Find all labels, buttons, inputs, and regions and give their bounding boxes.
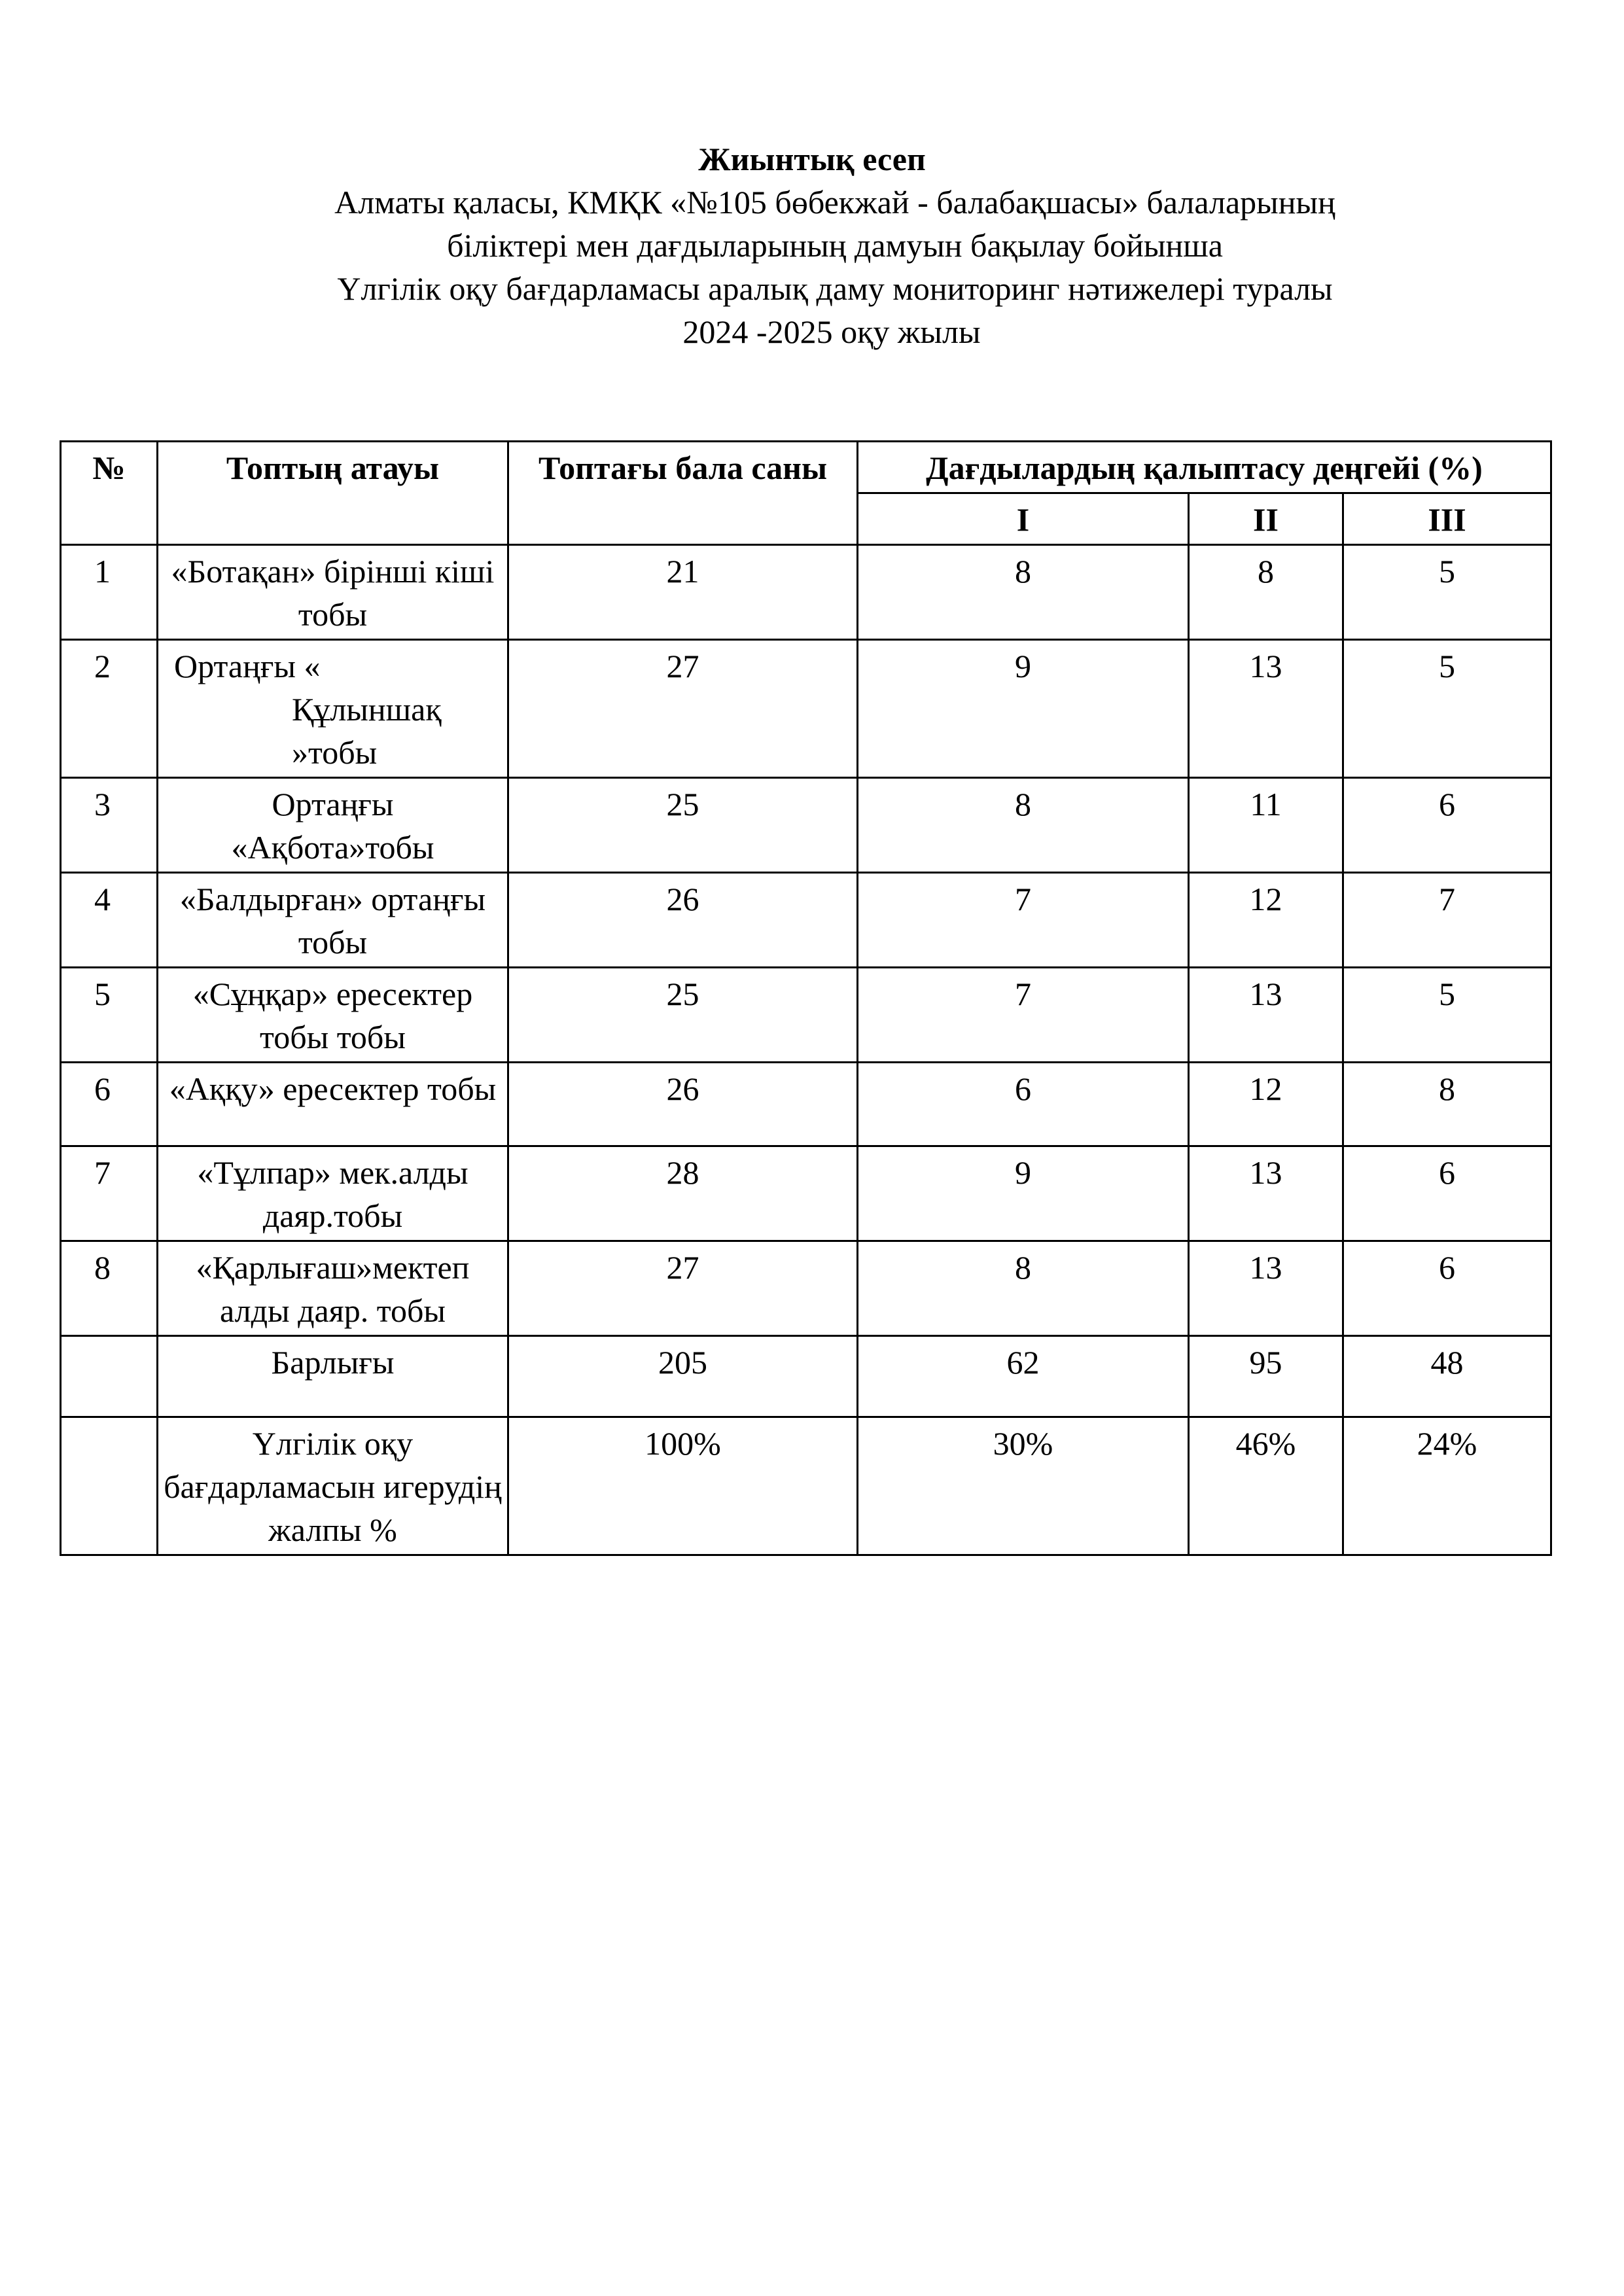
level-2-value: 8 [1189, 545, 1343, 640]
children-count: 25 [508, 778, 858, 873]
row-number: 7 [61, 1146, 158, 1241]
row-number: 4 [61, 873, 158, 968]
header-group-name: Топтың атауы [158, 442, 508, 545]
level-1-value: 9 [858, 1146, 1189, 1241]
report-title: Жиынтық есеп [698, 141, 926, 177]
table-row [61, 1146, 1551, 1241]
total-number-empty [61, 1336, 158, 1417]
percent-label: Үлгілік оқу бағдарламасын игерудің жалпы % [158, 1417, 508, 1555]
level-3-value: 6 [1343, 778, 1551, 873]
level-1-value: 7 [858, 873, 1189, 968]
level-3-value: 7 [1343, 873, 1551, 968]
table-row [61, 640, 1551, 778]
level-1-value: 9 [858, 640, 1189, 778]
group-name-part: Ортаңғы [272, 786, 394, 822]
row-number: 6 [61, 1063, 158, 1146]
table-row [61, 968, 1551, 1063]
level-1-value: 8 [858, 778, 1189, 873]
children-count: 27 [508, 640, 858, 778]
report-subtitle-line-3: Үлгілік оқу бағдарламасы аралық даму мониторинг нәтижелері туралы [337, 270, 1333, 307]
children-count: 25 [508, 968, 858, 1063]
percent-level-3: 24% [1343, 1417, 1551, 1555]
total-children-count: 205 [508, 1336, 858, 1417]
children-count: 21 [508, 545, 858, 640]
children-count: 26 [508, 1063, 858, 1146]
header-number: № [61, 442, 158, 545]
children-count: 26 [508, 873, 858, 968]
group-name-part: Құлыншақ [292, 691, 442, 728]
level-1-value: 8 [858, 545, 1189, 640]
row-number: 5 [61, 968, 158, 1063]
group-name [158, 778, 508, 873]
percent-number-empty [61, 1417, 158, 1555]
group-name: «Балдырған» ортаңғы тобы [158, 873, 508, 968]
total-level-2: 95 [1189, 1336, 1343, 1417]
table-header-row [61, 442, 1551, 493]
row-number: 3 [61, 778, 158, 873]
report-heading [0, 137, 1624, 353]
percent-children: 100% [508, 1417, 858, 1555]
level-3-value: 8 [1343, 1063, 1551, 1146]
header-level-3: III [1343, 493, 1551, 545]
group-name-part: Ортаңғы « [174, 648, 321, 684]
table-row [61, 1063, 1551, 1146]
group-name: «Ботақан» бірінші кіші тобы [158, 545, 508, 640]
total-row [61, 1336, 1551, 1417]
table-row [61, 1241, 1551, 1336]
group-name: «Тұлпар» мек.алды даяр.тобы [158, 1146, 508, 1241]
header-level-2: II [1189, 493, 1343, 545]
percent-level-1: 30% [858, 1417, 1189, 1555]
level-1-value: 8 [858, 1241, 1189, 1336]
group-name [158, 640, 508, 778]
children-count: 28 [508, 1146, 858, 1241]
total-level-1: 62 [858, 1336, 1189, 1417]
level-1-value: 6 [858, 1063, 1189, 1146]
total-level-3: 48 [1343, 1336, 1551, 1417]
level-2-value: 13 [1189, 1241, 1343, 1336]
level-2-value: 13 [1189, 640, 1343, 778]
row-number: 2 [61, 640, 158, 778]
level-3-value: 5 [1343, 640, 1551, 778]
level-2-value: 13 [1189, 968, 1343, 1063]
header-skill-level: Дағдылардың қалыптасу деңгейі (%) [858, 442, 1551, 493]
total-label: Барлығы [158, 1336, 508, 1417]
level-2-value: 12 [1189, 873, 1343, 968]
report-subtitle-line-2: біліктері мен дағдыларының дамуын бақылау бойынша [447, 227, 1223, 264]
level-3-value: 5 [1343, 545, 1551, 640]
row-number: 8 [61, 1241, 158, 1336]
report-academic-year: 2024 -2025 оқу жылы [682, 313, 981, 350]
percent-level-2: 46% [1189, 1417, 1343, 1555]
level-2-value: 11 [1189, 778, 1343, 873]
group-name: «Қарлығаш»мектеп алды даяр. тобы [158, 1241, 508, 1336]
percent-row [61, 1417, 1551, 1555]
level-3-value: 5 [1343, 968, 1551, 1063]
group-name: «Сұңқар» ересектер тобы тобы [158, 968, 508, 1063]
group-name-part: «Ақбота»тобы [231, 829, 434, 866]
level-2-value: 12 [1189, 1063, 1343, 1146]
table-row [61, 778, 1551, 873]
level-2-value: 13 [1189, 1146, 1343, 1241]
group-name: «Аққу» ересектер тобы [158, 1063, 508, 1146]
level-3-value: 6 [1343, 1241, 1551, 1336]
monitoring-results-table [60, 440, 1552, 1556]
row-number: 1 [61, 545, 158, 640]
level-3-value: 6 [1343, 1146, 1551, 1241]
group-name-part: »тобы [292, 734, 378, 771]
children-count: 27 [508, 1241, 858, 1336]
header-level-1: I [858, 493, 1189, 545]
table-row [61, 545, 1551, 640]
report-subtitle-line-1: Алматы қаласы, КМҚК «№105 бөбекжай - балабақшасы» балаларының [334, 184, 1335, 221]
level-1-value: 7 [858, 968, 1189, 1063]
table-row [61, 873, 1551, 968]
header-children-count: Топтағы бала саны [508, 442, 858, 545]
